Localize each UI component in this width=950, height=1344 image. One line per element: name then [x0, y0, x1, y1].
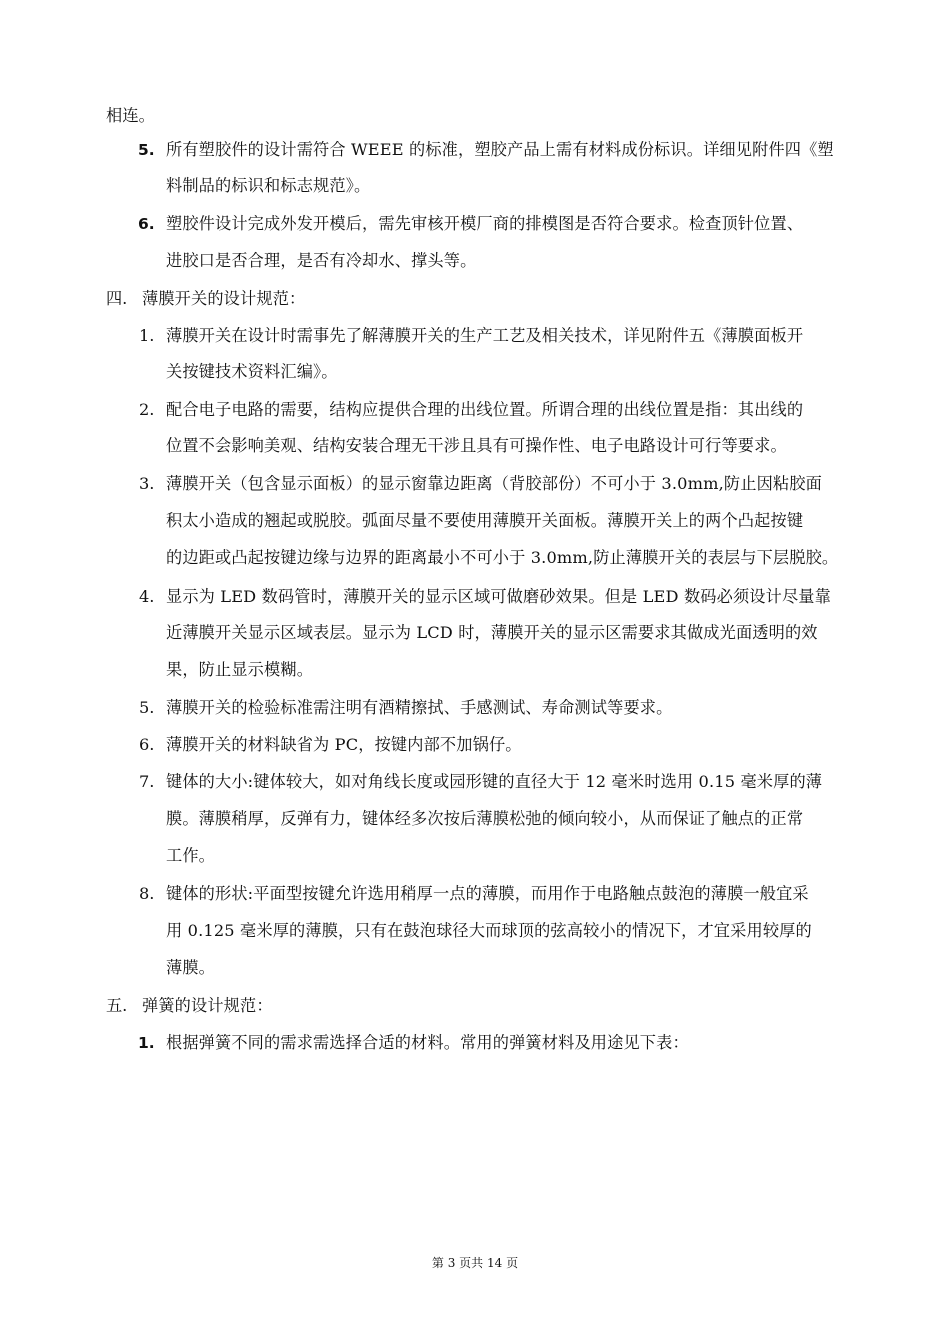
list-item-text: 所有塑胶件的设计需符合 WEEE 的标准，塑胶产品上需有材料成份标识。详细见附件四《塑	[166, 140, 834, 159]
list-item-text: 配合电子电路的需要，结构应提供合理的出线位置。所谓合理的出线位置是指：其出线的	[166, 400, 804, 419]
list-item-text: 位置不会影响美观、结构安装合理无干涉且具有可操作性、电子电路设计可行等要求。	[166, 436, 787, 455]
list-number: 6.	[139, 735, 155, 754]
list-item-text: 工作。	[166, 846, 216, 865]
list-number: 1.	[139, 326, 155, 345]
list-item-text: 根据弹簧不同的需求需选择合适的材料。常用的弹簧材料及用途见下表：	[166, 1033, 689, 1052]
list-number: 8.	[139, 884, 155, 903]
list-item-text: 薄膜开关在设计时需事先了解薄膜开关的生产工艺及相关技术，详见附件五《薄膜面板开	[166, 326, 804, 345]
list-number: 4.	[139, 587, 155, 606]
section-number: 五.	[106, 996, 128, 1015]
section-number: 四.	[106, 289, 128, 308]
list-item-text: 显示为 LED 数码管时，薄膜开关的显示区域可做磨砂效果。但是 LED 数码必须设计尽量靠	[166, 587, 831, 606]
list-item-text: 薄膜开关的检验标准需注明有酒精擦拭、手感测试、寿命测试等要求。	[166, 698, 673, 717]
list-item-text: 进胶口是否合理，是否有冷却水、撑头等。	[166, 251, 477, 270]
list-item-text: 关按键技术资料汇编》。	[166, 362, 338, 381]
continuation-text: 相连。	[106, 106, 156, 125]
list-item-text: 料制品的标识和标志规范》。	[166, 176, 371, 195]
list-item-text: 键体的形状:平面型按键允许选用稍厚一点的薄膜，而用作于电路触点鼓泡的薄膜一般宜采	[166, 884, 809, 903]
list-item-text: 塑胶件设计完成外发开模后，需先审核开模厂商的排模图是否符合要求。检查顶针位置、	[166, 214, 804, 233]
list-number: 5.	[139, 698, 155, 717]
section-heading: 薄膜开关的设计规范：	[142, 289, 306, 308]
list-number: 2.	[139, 400, 155, 419]
list-item-text: 键体的大小:键体较大，如对角线长度或园形键的直径大于 12 毫米时选用 0.15 毫米厚的薄	[166, 772, 823, 791]
list-item-text: 近薄膜开关显示区域表层。显示为 LCD 时，薄膜开关的显示区需要求其做成光面透明的效	[166, 623, 818, 642]
list-number: 6.	[138, 215, 155, 233]
list-item-text: 果，防止显示模糊。	[166, 660, 314, 679]
section-heading: 弹簧的设计规范：	[142, 996, 273, 1015]
list-item-text: 积太小造成的翘起或脱胶。弧面尽量不要使用薄膜开关面板。薄膜开关上的两个凸起按键	[166, 511, 804, 530]
page-footer: 第 3 页共 14 页	[431, 1256, 519, 1270]
list-number: 7.	[139, 772, 155, 791]
list-item-text: 膜。薄膜稍厚，反弹有力，键体经多次按后薄膜松弛的倾向较小，从而保证了触点的正常	[166, 809, 804, 828]
list-item-text: 用 0.125 毫米厚的薄膜，只有在鼓泡球径大而球顶的弦高较小的情况下，才宜采用较厚的	[166, 921, 812, 940]
list-item-text: 薄膜开关（包含显示面板）的显示窗靠边距离（背胶部份）不可小于 3.0mm,防止因粘胶面	[166, 474, 822, 493]
list-item-text: 的边距或凸起按键边缘与边界的距离最小不可小于 3.0mm,防止薄膜开关的表层与下层脱胶。	[166, 548, 839, 567]
list-number: 1.	[138, 1034, 155, 1052]
list-number: 3.	[139, 474, 155, 493]
list-number: 5.	[138, 141, 155, 159]
list-item-text: 薄膜开关的材料缺省为 PC，按键内部不加锅仔。	[166, 735, 522, 754]
list-item-text: 薄膜。	[166, 958, 216, 977]
